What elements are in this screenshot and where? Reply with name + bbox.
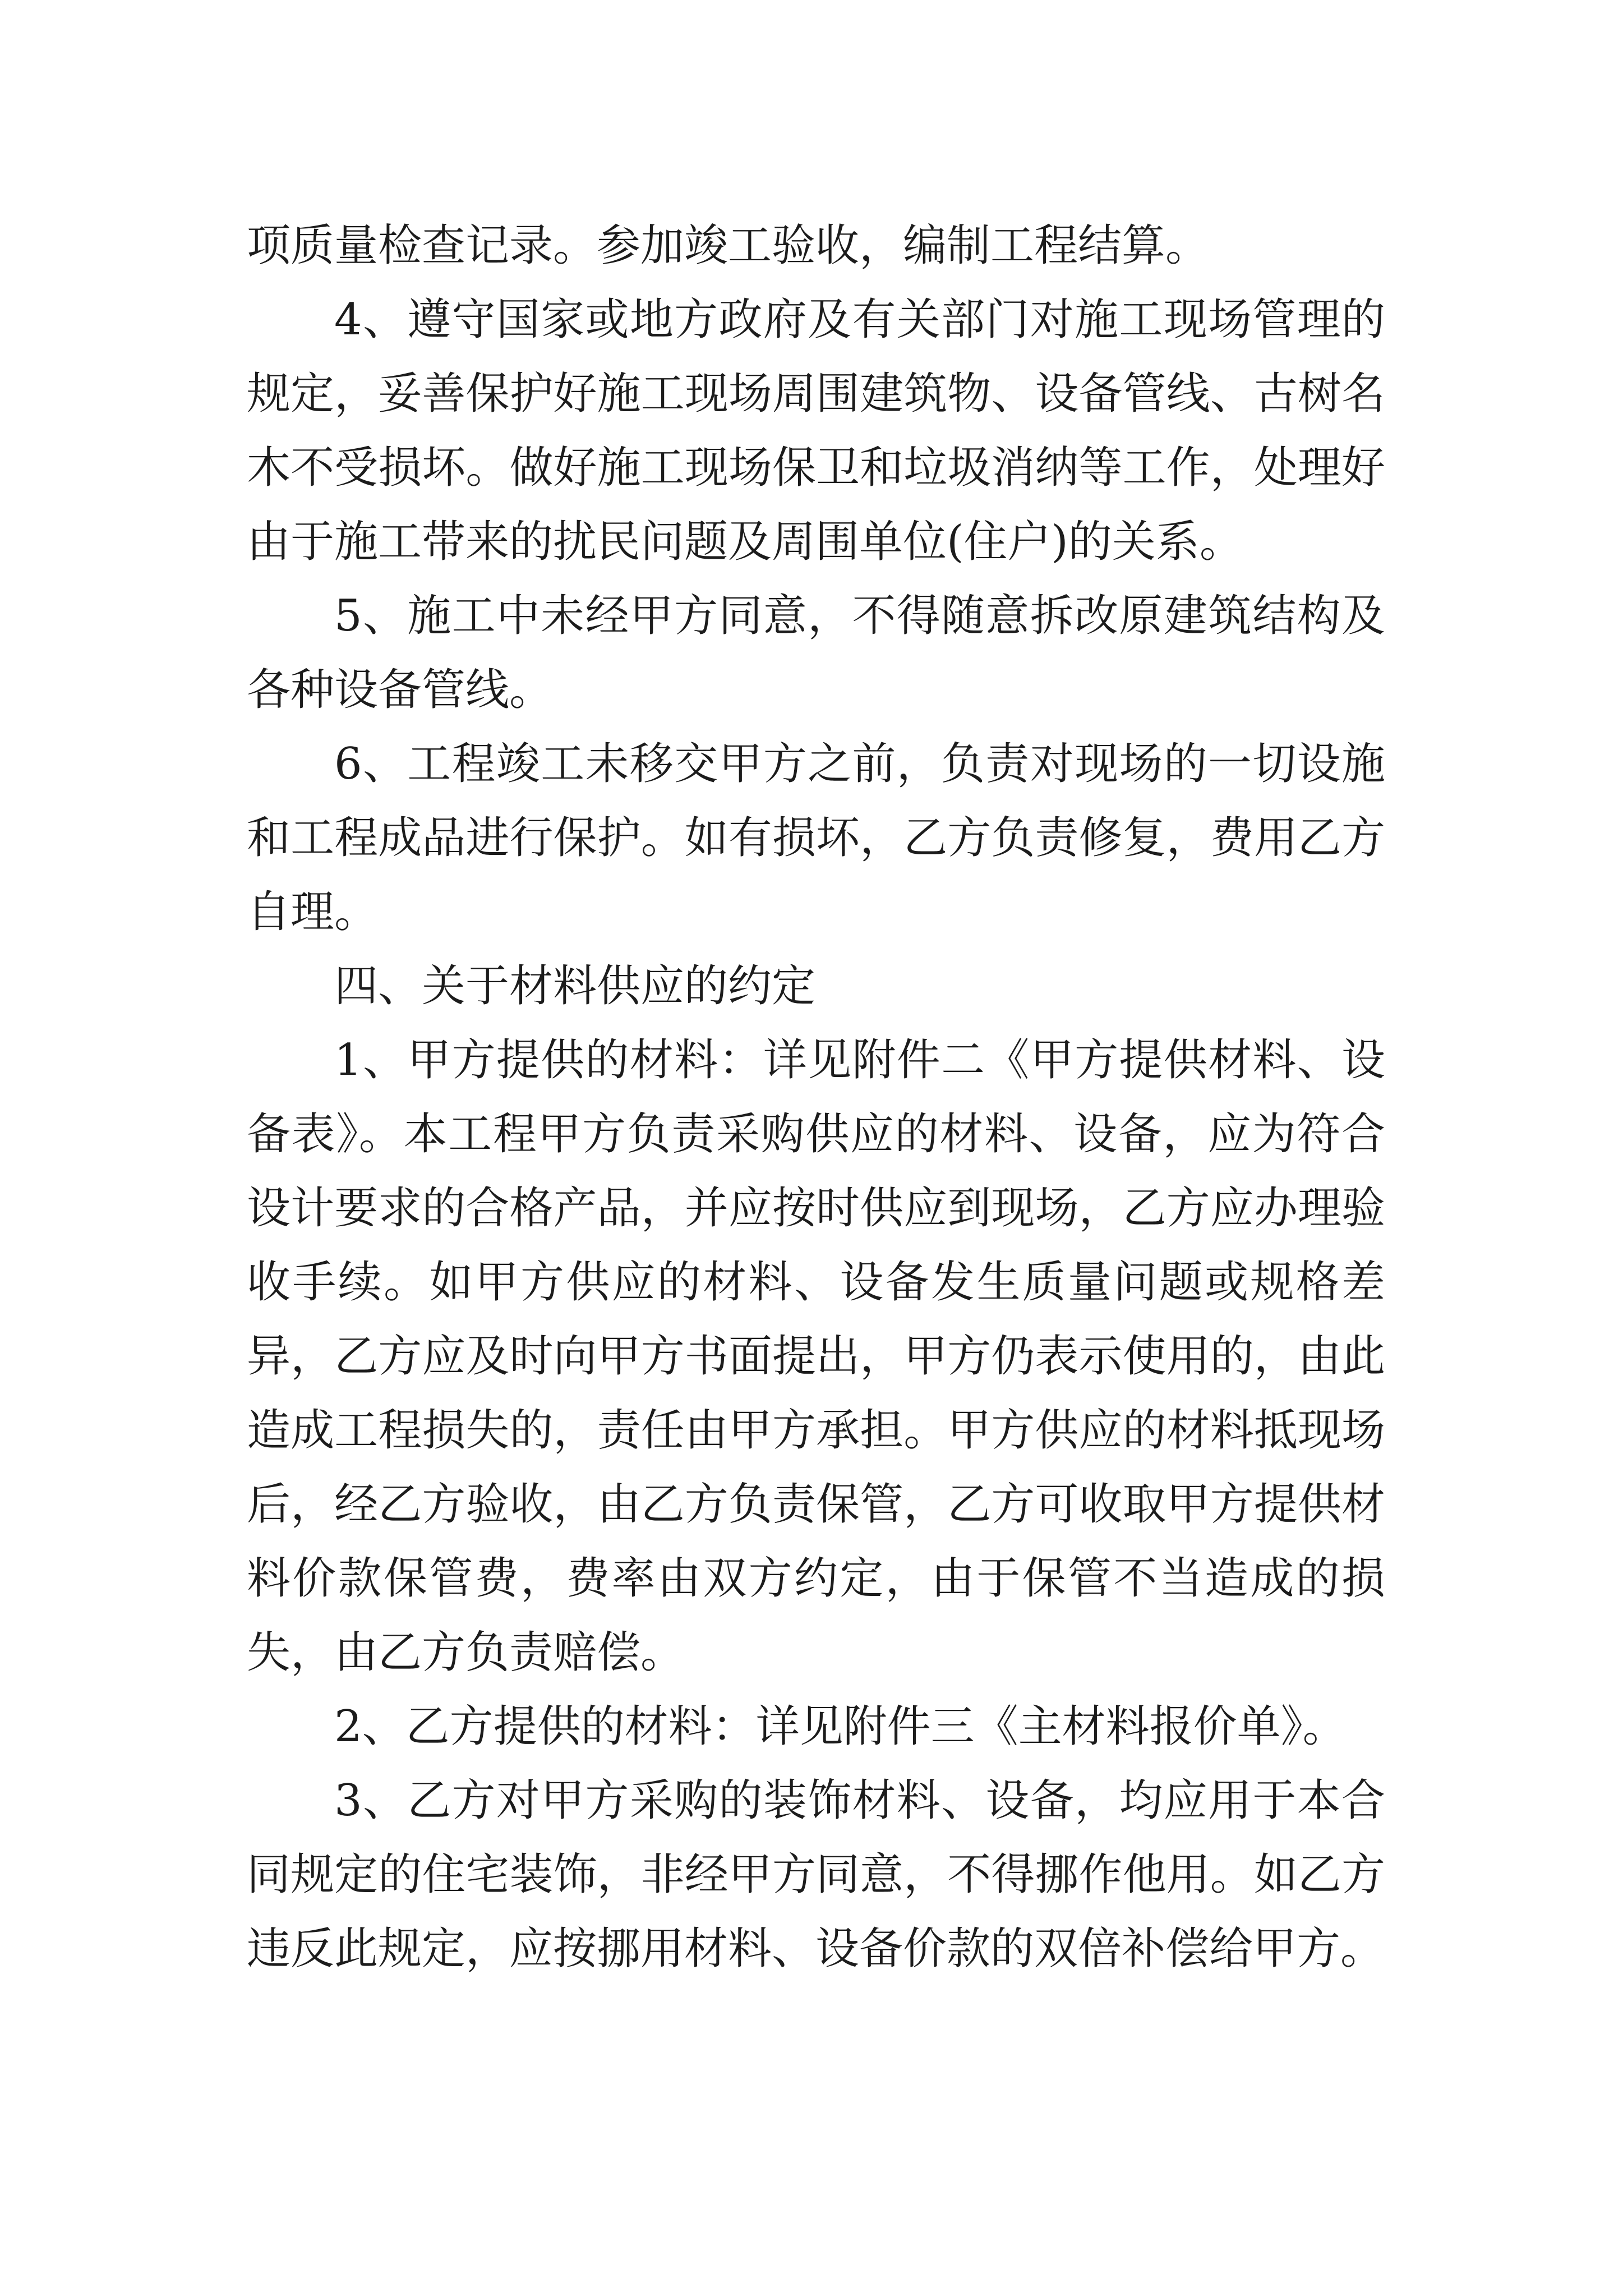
paragraph-2: 4、遵守国家或地方政府及有关部门对施工现场管理的规定，妥善保护好施工现场周围建筑物、设备管线、古树名木不受损坏。做好施工现场保卫和垃圾消纳等工作，处理好由于施工带来的扰民问题及周围单位(住户)的关系。 <box>247 295 1385 567</box>
document-body <box>247 209 1385 1986</box>
paragraph-4: 6、工程竣工未移交甲方之前，负责对现场的一切设施和工程成品进行保护。如有损坏，乙方负责修复，费用乙方自理。 <box>247 739 1385 937</box>
paragraph-5: 1、甲方提供的材料：详见附件二《甲方提供材料、设备表》。本工程甲方负责采购供应的材料、设备，应为符合设计要求的合格产品，并应按时供应到现场，乙方应办理验收手续。如甲方供应的材料、设备发生质量问题或规格差异，乙方应及时向甲方书面提出，甲方仍表示使用的，由此造成工程损失的，责任由甲方承担。甲方供应的材料抵现场后，经乙方验收，由乙方负责保管，乙方可收取甲方提供材料价款保管费，费率由双方约定，由于保管不当造成的损失，由乙方负责赔偿。 <box>247 1035 1385 1678</box>
paragraph-6: 2、乙方提供的材料：详见附件三《主材料报价单》。 <box>334 1701 1347 1752</box>
paragraph-3: 5、施工中未经甲方同意，不得随意拆改原建筑结构及各种设备管线。 <box>247 591 1385 715</box>
paragraph-1: 项质量检查记录。参加竣工验收，编制工程结算。 <box>247 220 1210 271</box>
section-heading: 四、关于材料供应的约定 <box>334 961 816 1011</box>
paragraph-7: 3、乙方对甲方采购的装饰材料、设备，均应用于本合同规定的住宅装饰，非经甲方同意，不得挪作他用。如乙方违反此规定，应按挪用材料、设备价款的双倍补偿给甲方。 <box>247 1775 1385 1974</box>
